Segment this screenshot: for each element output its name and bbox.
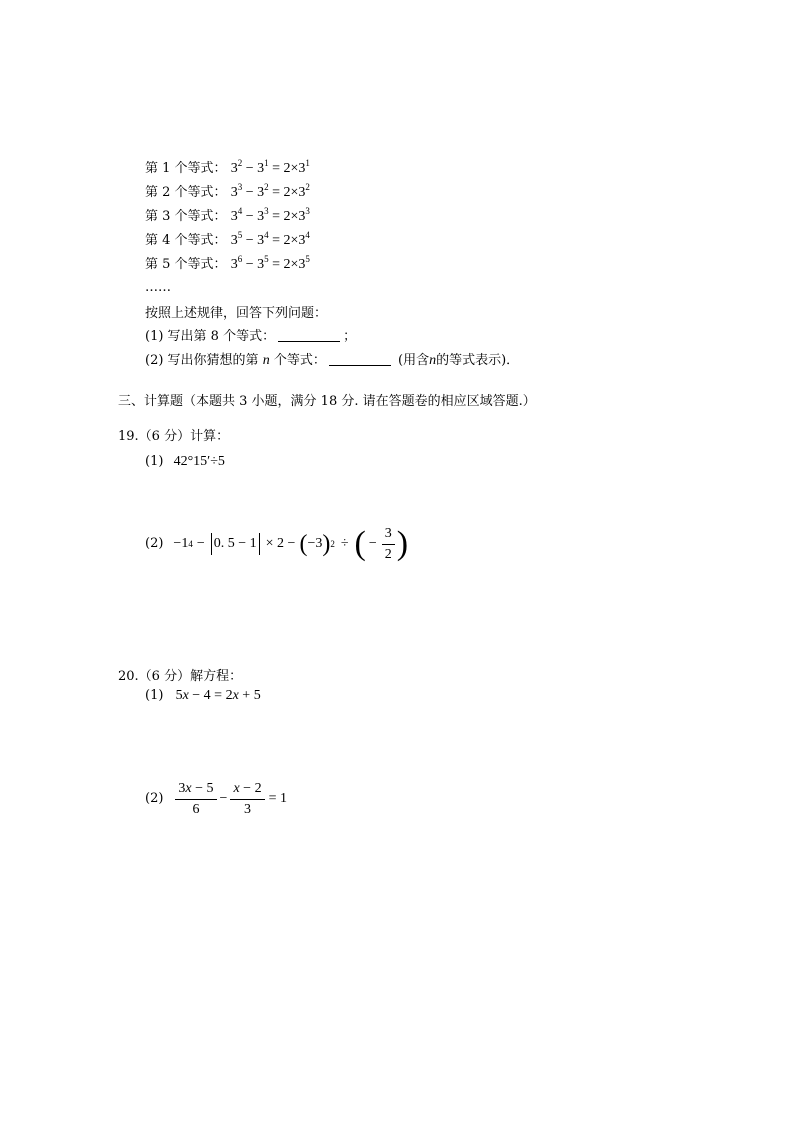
ellipsis: …… — [145, 280, 171, 295]
question-19-part-1 — [145, 453, 225, 471]
question-19-part-2 — [145, 522, 408, 566]
question-2-mid: 个等式： — [273, 353, 326, 368]
equation-label: 第 3 个等式： — [145, 209, 227, 224]
part-label: (2) — [145, 791, 164, 806]
equation-expression: $3^5 - 3^4 = 2\times 3^4$ — [230, 230, 310, 248]
expression: −1 4 − 0. 5 − 1 × 2 − ( −3 ) 2 ÷ ( − $\frac{3}{2}$ ) — [173, 525, 409, 562]
answer-blank-1[interactable] — [278, 329, 340, 342]
fraction: $\frac{3x - 5}{6}$ — [175, 781, 216, 818]
pattern-equation-4 — [145, 232, 310, 250]
variable-n: n — [262, 353, 270, 368]
paren-left: ( — [354, 525, 366, 562]
question-19-title: 19.（6 分）计算： — [118, 429, 230, 444]
pattern-equation-5 — [145, 256, 310, 274]
question-20-title: 20.（6 分）解方程： — [118, 669, 243, 684]
variable-n: n — [429, 353, 437, 368]
equation-label: 第 4 个等式： — [145, 233, 227, 248]
question-1-prefix: (1) 写出第 8 个等式： — [145, 329, 276, 344]
fraction: $\frac{x - 2}{3}$ — [230, 781, 264, 818]
fraction: $\frac{3}{2}$ — [382, 526, 395, 563]
abs-bar-right — [259, 533, 260, 555]
paren-right: ) — [322, 531, 331, 557]
question-2-prefix: (2) 写出你猜想的第 — [145, 353, 259, 368]
paren-right: ) — [396, 525, 409, 562]
question-2-suffix-b: 的等式表示)． — [436, 353, 520, 368]
expression: 42°15′÷5 — [173, 454, 225, 469]
part-label: (1) — [145, 454, 164, 469]
answer-blank-2[interactable] — [329, 353, 391, 366]
question-1-suffix: ； — [343, 329, 357, 344]
paren-left: ( — [299, 531, 308, 557]
question-2 — [145, 352, 519, 370]
question-20-part-1 — [145, 687, 261, 705]
equation-expression: $3^2 - 3^1 = 2\times 3^1$ — [230, 158, 310, 176]
equation-expression: $3^6 - 3^5 = 2\times 3^5$ — [230, 254, 310, 272]
instruction-text: 按照上述规律，回答下列问题： — [145, 306, 328, 321]
pattern-equation-3 — [145, 208, 310, 226]
part-label: (2) — [145, 536, 164, 551]
equation-expression: $3^3 - 3^2 = 2\times 3^2$ — [230, 182, 310, 200]
pattern-equation-1 — [145, 160, 310, 178]
equation-label: 第 2 个等式： — [145, 185, 227, 200]
question-20-part-2 — [145, 778, 287, 820]
section-heading: 三、计算题（本题共 3 小题，满分 18 分. 请在答题卷的相应区域答题.） — [118, 394, 536, 409]
equation-label: 第 5 个等式： — [145, 257, 227, 272]
equation: 5x − 4 = 2x + 5 — [175, 688, 261, 703]
equation: $\frac{3x - 5}{6}$ − $\frac{x - 2}{3}$ = 1 — [173, 781, 287, 818]
question-1 — [145, 328, 356, 346]
abs-bar-left — [211, 533, 212, 555]
equation-expression: $3^4 - 3^3 = 2\times 3^3$ — [230, 206, 310, 224]
equation-label: 第 1 个等式： — [145, 161, 227, 176]
part-label: (1) — [145, 688, 164, 703]
pattern-equation-2 — [145, 184, 310, 202]
question-2-suffix-a: (用含 — [398, 353, 430, 368]
